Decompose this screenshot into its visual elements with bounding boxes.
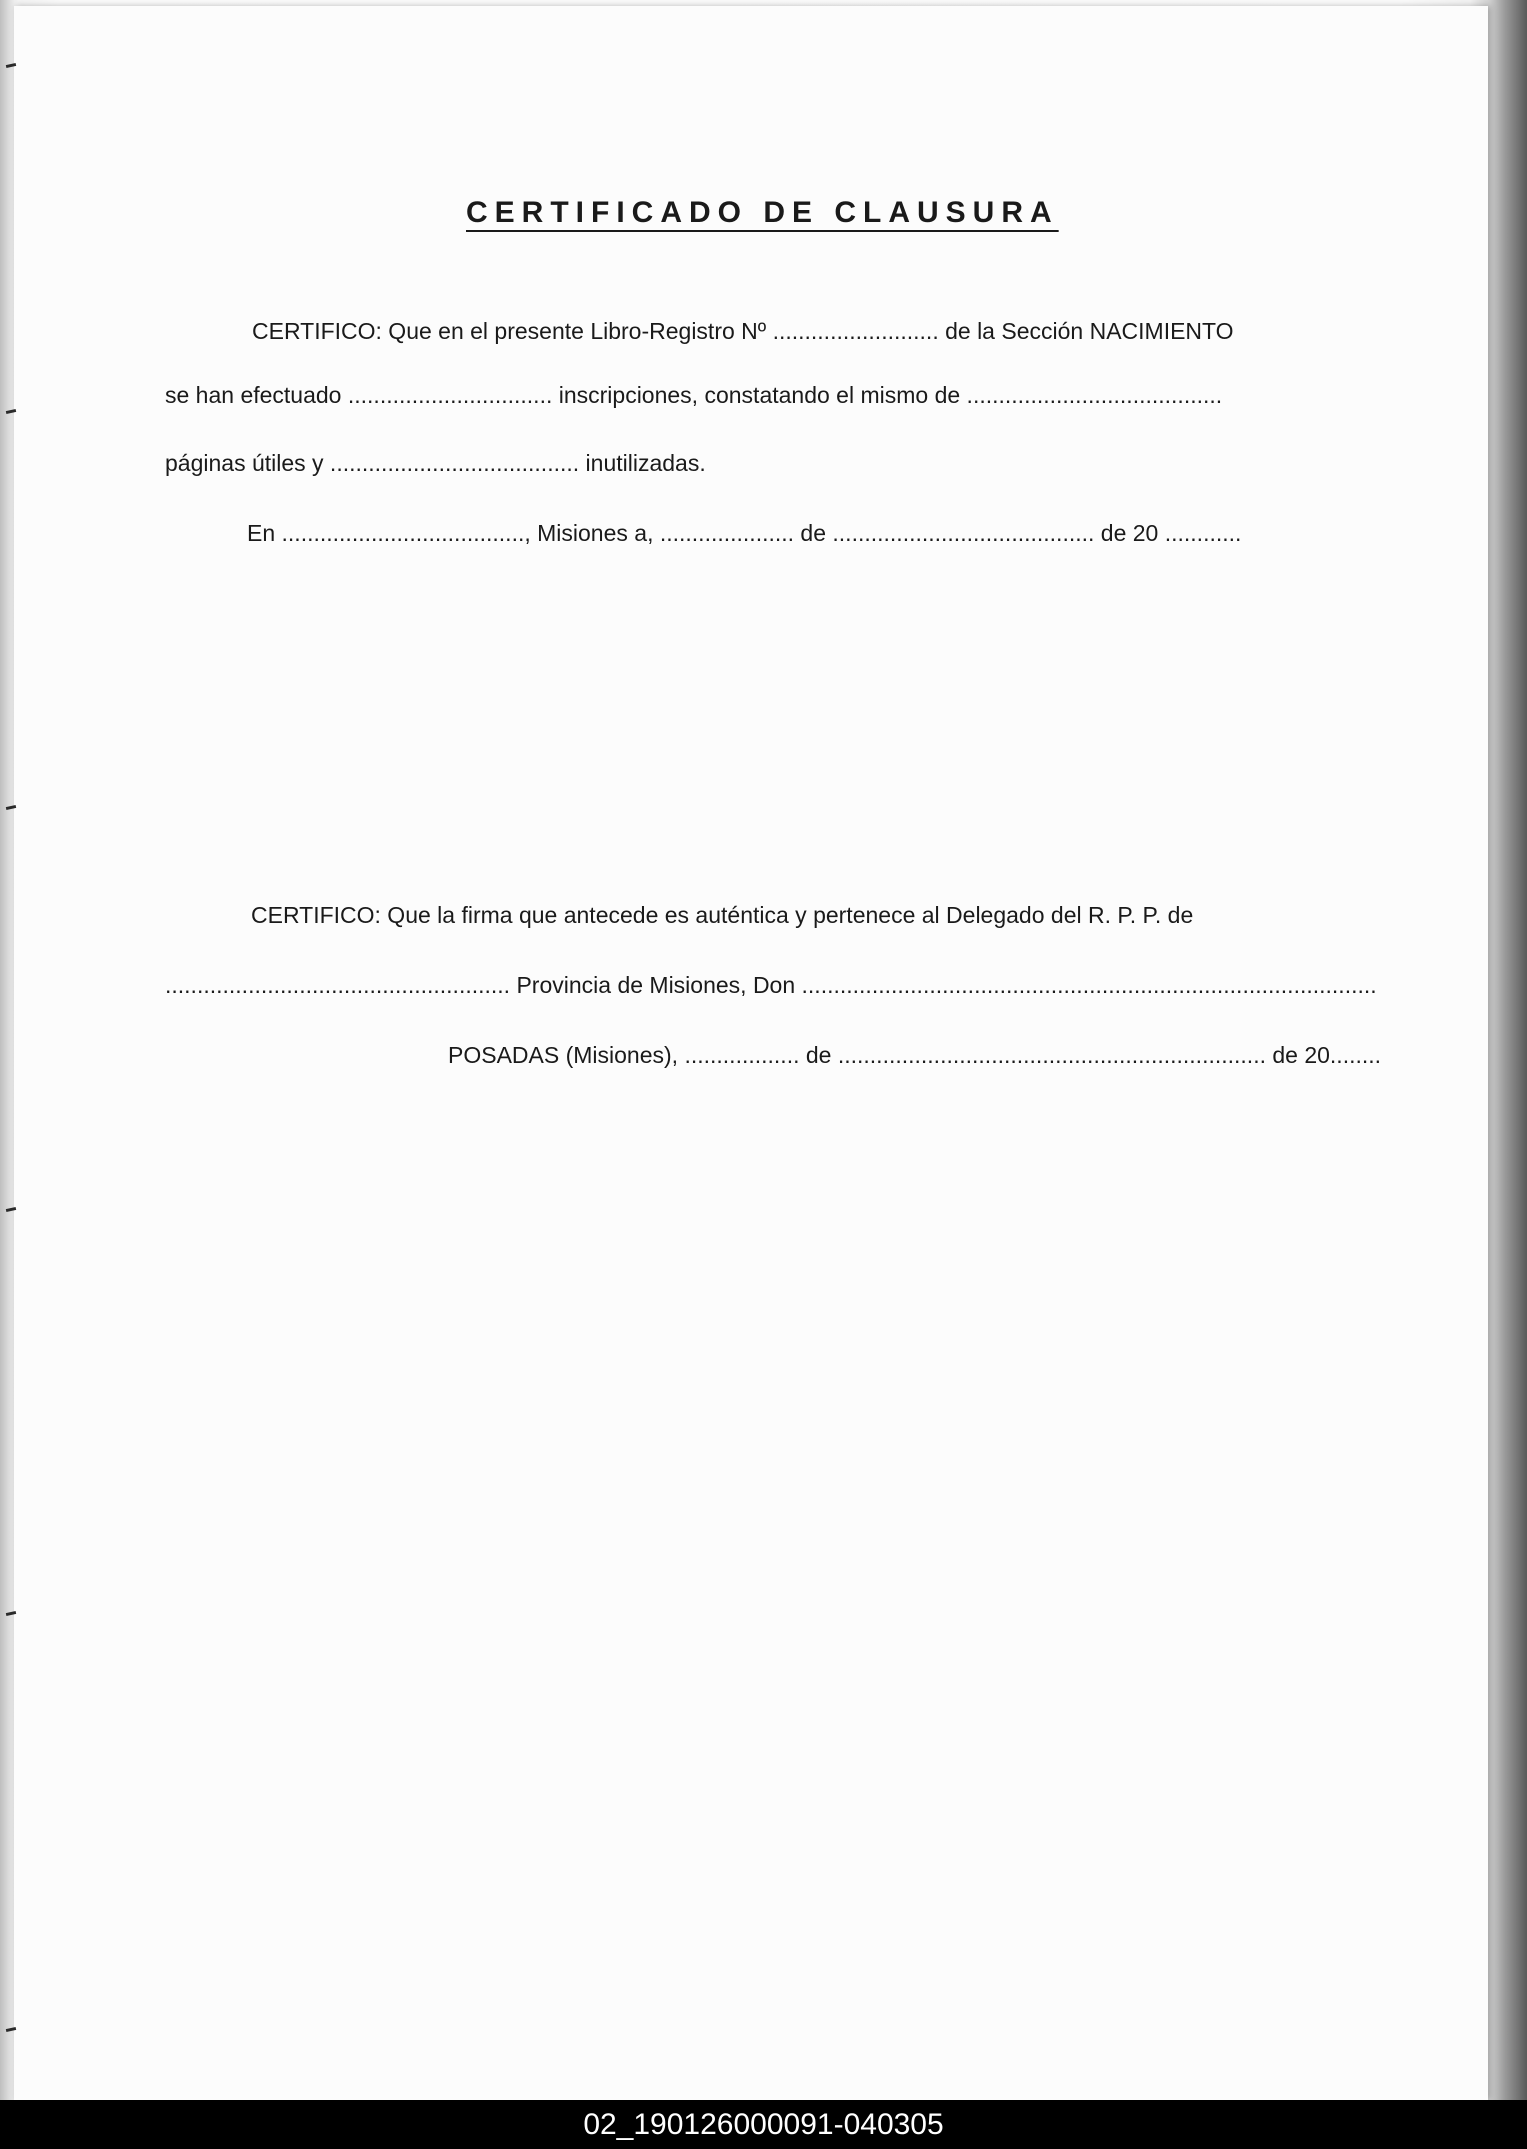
section1-line3: páginas útiles y ....................................... inutilizadas.: [165, 450, 706, 476]
certificate-title: CERTIFICADO DE CLAUSURA: [466, 196, 1059, 229]
file-id-footer: 02_190126000091-040305: [0, 2100, 1527, 2149]
section1-line2: se han efectuado ................................ inscripciones, constatando el mismo de ........................................: [165, 382, 1223, 408]
section2-line2: ...................................................... Provincia de Misiones, Don ..........................................................................................: [165, 972, 1377, 998]
section2-line3: POSADAS (Misiones), .................. de ................................................................... de 20........: [448, 1042, 1382, 1068]
section1-line1: CERTIFICO: Que en el presente Libro-Registro Nº .......................... de la Sección NACIMIENTO: [252, 318, 1234, 344]
section1-line4: En ......................................, Misiones a, ..................... de ......................................... de 20 ............: [247, 520, 1242, 546]
section2-line1: CERTIFICO: Que la firma que antecede es auténtica y pertenece al Delegado del R. P. P. de: [251, 902, 1194, 928]
binding-edge: [0, 0, 14, 2100]
